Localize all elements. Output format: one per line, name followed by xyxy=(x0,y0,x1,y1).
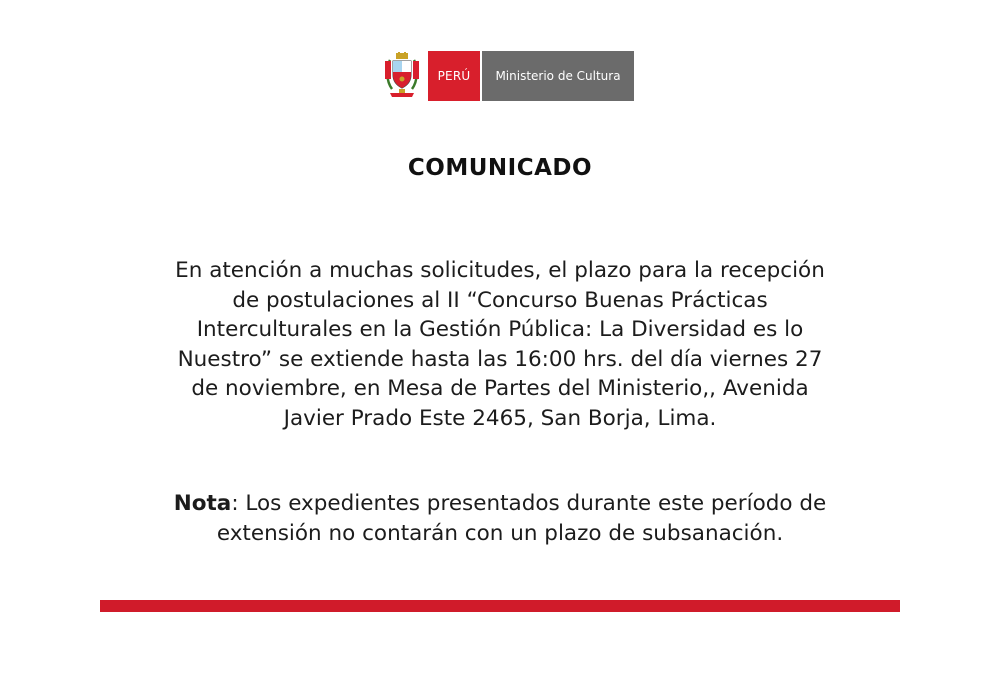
notice-body-line: Interculturales en la Gestión Pública: La Diversidad es lo xyxy=(196,317,804,343)
notice-body-line: En atención a muchas solicitudes, el plazo para la recepción xyxy=(175,258,825,283)
brand-ministry-label: Ministerio de Cultura xyxy=(482,51,634,101)
notice-note xyxy=(130,489,870,548)
note-line-1-text: : Los expedientes presentados durante este período de xyxy=(231,491,827,516)
notice-body-line: de postulaciones al II “Concurso Buenas Prácticas xyxy=(232,287,768,313)
footer-divider xyxy=(100,600,900,612)
note-line-1 xyxy=(130,489,870,519)
note-line-2: extensión no contarán con un plazo de subsanación. xyxy=(216,520,784,546)
ministry-logo xyxy=(384,51,634,101)
coat-of-arms-icon xyxy=(384,51,420,101)
notice-body-line: de noviembre, en Mesa de Partes del Ministerio,, Avenida xyxy=(191,376,809,402)
notice-body xyxy=(130,256,870,434)
notice-title: COMUNICADO xyxy=(407,155,593,181)
notice-body-line: Nuestro” se extiende hasta las 16:00 hrs. del día viernes 27 xyxy=(177,346,823,372)
brand-country-label: PERÚ xyxy=(428,51,480,101)
note-label: Nota xyxy=(173,491,232,516)
notice-body-line: Javier Prado Este 2465, San Borja, Lima. xyxy=(283,405,717,431)
